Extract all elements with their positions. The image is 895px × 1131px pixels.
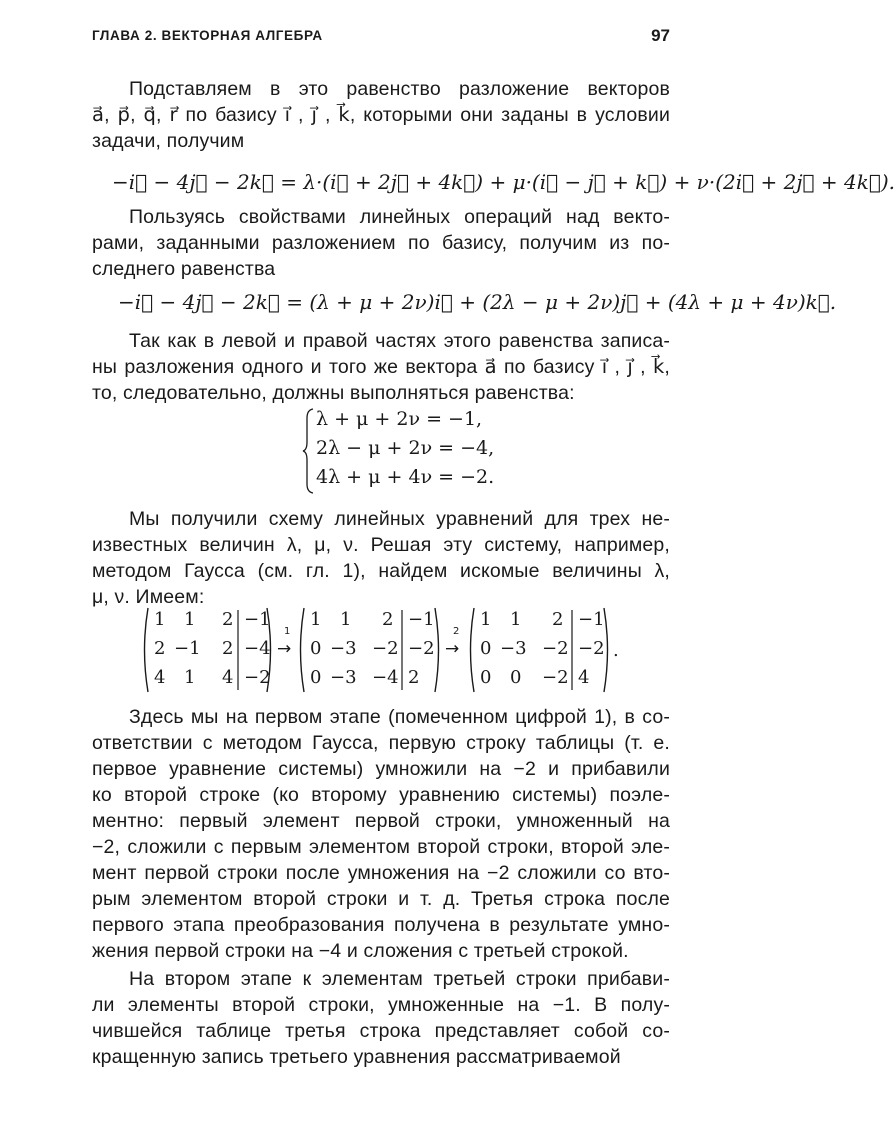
matrix-cell: 1 xyxy=(480,609,492,630)
matrix-cell: 2 xyxy=(222,609,234,630)
text-line: рами, заданными разложением по базису, получим из по- xyxy=(92,232,670,254)
step-label-1: 1 xyxy=(284,626,291,637)
left-parenthesis xyxy=(145,608,149,692)
matrix-cell: −3 xyxy=(330,638,357,659)
arrow-2: → xyxy=(445,639,460,659)
matrix-cell: 2 xyxy=(154,638,166,659)
matrix-rhs-cell: 4 xyxy=(578,667,590,688)
matrix-cell: 0 xyxy=(310,667,322,688)
matrix-cell: −2 xyxy=(542,638,569,659)
step-label-2: 2 xyxy=(453,626,460,637)
text-line: то, следовательно, должны выполняться равенства: xyxy=(92,382,575,404)
matrix-cell: −4 xyxy=(372,667,399,688)
matrix-cell: 4 xyxy=(154,667,166,688)
matrix-cell: −2 xyxy=(542,667,569,688)
matrix-rhs-cell: −2 xyxy=(244,667,271,688)
matrix-cell: 1 xyxy=(184,667,196,688)
matrix-cell: 1 xyxy=(510,609,522,630)
text-line: кращенную запись третьего уравнения рассматриваемой xyxy=(92,1046,621,1068)
system-equation-2: 2λ − μ + 2ν = −4, xyxy=(316,437,495,459)
page-number: 97 xyxy=(651,26,670,45)
right-parenthesis xyxy=(435,608,439,692)
matrix-cell: 0 xyxy=(480,667,492,688)
text-line: Здесь мы на первом этапе (помеченном цифрой 1), в со- xyxy=(129,706,670,728)
matrix-rhs-cell: 2 xyxy=(408,667,420,688)
paragraph-1 xyxy=(92,76,670,154)
text-line: −2, сложили с первым элементом второй строки, второй эле- xyxy=(92,836,670,858)
text-line: Так как в левой и правой частях этого равенства записа- xyxy=(129,330,670,352)
text-line: ли элементы второй строки, умноженные на −1. В полу- xyxy=(92,994,670,1016)
text-line: чившейся таблице третья строка представляет собой со- xyxy=(92,1020,670,1042)
gauss-elimination-matrices xyxy=(140,606,640,696)
paragraph-5 xyxy=(92,704,670,964)
matrix-cell: 0 xyxy=(510,667,522,688)
text-line: a⃗, p⃗, q⃗, r⃗ по базису i⃗ , j⃗ , k⃗, которыми они заданы в условии xyxy=(92,104,670,126)
left-parenthesis xyxy=(471,608,475,692)
matrix-end-period: . xyxy=(613,640,619,661)
matrix-cell: 1 xyxy=(310,609,322,630)
paragraph-3 xyxy=(92,328,670,406)
augmented-matrix-1 xyxy=(140,606,275,694)
page-header xyxy=(92,28,670,48)
matrix-rhs-cell: −1 xyxy=(408,609,435,630)
matrix-rhs-cell: −4 xyxy=(244,638,271,659)
text-line: На втором этапе к элементам третьей строки прибави- xyxy=(129,968,670,990)
text-line: ответствии с методом Гаусса, первую строку таблицы (т. е. xyxy=(92,732,670,754)
matrix-cell: 2 xyxy=(382,609,394,630)
paragraph-4 xyxy=(92,506,670,610)
matrix-cell: 0 xyxy=(310,638,322,659)
text-line: Подставляем в это равенство разложение векторов xyxy=(129,78,670,100)
text-line: ко второй строке (ко второму уравнению системы) поэле- xyxy=(92,784,670,806)
matrix-rhs-cell: −2 xyxy=(578,638,605,659)
system-equation-1: λ + μ + 2ν = −1, xyxy=(316,408,483,430)
arrow-1: → xyxy=(277,639,292,659)
matrix-cell: −1 xyxy=(174,638,201,659)
augmented-matrix-3 xyxy=(466,606,612,694)
matrix-rhs-cell: −1 xyxy=(244,609,271,630)
matrix-cell: 1 xyxy=(184,609,196,630)
matrix-cell: −3 xyxy=(500,638,527,659)
matrix-cell: −3 xyxy=(330,667,357,688)
matrix-cell: −2 xyxy=(372,638,399,659)
text-line: Мы получили схему линейных уравнений для трех не- xyxy=(129,508,670,530)
system-equation-3: 4λ + μ + 4ν = −2. xyxy=(316,466,495,488)
text-line: μ, ν. Имеем: xyxy=(92,586,205,608)
text-line: известных величин λ, μ, ν. Решая эту систему, например, xyxy=(92,534,670,556)
matrix-rhs-cell: −2 xyxy=(408,638,435,659)
matrix-cell: 1 xyxy=(340,609,352,630)
matrix-cell: 0 xyxy=(480,638,492,659)
formula-collected: −i⃗ − 4j⃗ − 2k⃗ = (λ + μ + 2ν)i⃗ + (2λ − μ + 2ν)j⃗ + (4λ + μ + 4ν)k⃗. xyxy=(118,290,837,314)
paragraph-6 xyxy=(92,966,670,1070)
left-brace-icon xyxy=(302,408,314,494)
text-line: ны разложения одного и того же вектора a⃗ по базису i⃗ , j⃗ , k⃗, xyxy=(92,356,670,378)
text-line: ментно: первый элемент первой строки, умноженный на xyxy=(92,810,670,832)
chapter-title: ГЛАВА 2. ВЕКТОРНАЯ АЛГЕБРА xyxy=(92,28,323,43)
matrix-rhs-cell: −1 xyxy=(578,609,605,630)
text-line: следнего равенства xyxy=(92,258,276,280)
augmented-matrix-2 xyxy=(296,606,443,694)
text-line: Пользуясь свойствами линейных операций над векто- xyxy=(129,206,670,228)
text-line: первое уравнение системы) умножили на −2 и прибавили xyxy=(92,758,670,780)
text-line: мент первой строки после умножения на −2 сложили со вто- xyxy=(92,862,670,884)
matrix-cell: 2 xyxy=(222,638,234,659)
text-line: жения первой строки на −4 и сложения с третьей строкой. xyxy=(92,940,629,962)
paragraph-2 xyxy=(92,204,670,282)
matrix-cell: 4 xyxy=(222,667,234,688)
text-line: методом Гаусса (см. гл. 1), найдем искомые величины λ, xyxy=(92,560,670,582)
formula-vector-decomposition: −i⃗ − 4j⃗ − 2k⃗ = λ·(i⃗ + 2j⃗ + 4k⃗) + μ·(i⃗ − j⃗ + k⃗) + ν·(2i⃗ + 2j⃗ + 4k⃗). xyxy=(112,170,895,194)
text-line: первого этапа преобразования получена в результате умно- xyxy=(92,914,670,936)
matrix-cell: 1 xyxy=(154,609,166,630)
left-parenthesis xyxy=(301,608,305,692)
text-line: рым элементом второй строки и т. д. Третья строка после xyxy=(92,888,670,910)
text-line: задачи, получим xyxy=(92,130,245,152)
matrix-cell: 2 xyxy=(552,609,564,630)
equation-system xyxy=(302,408,502,498)
